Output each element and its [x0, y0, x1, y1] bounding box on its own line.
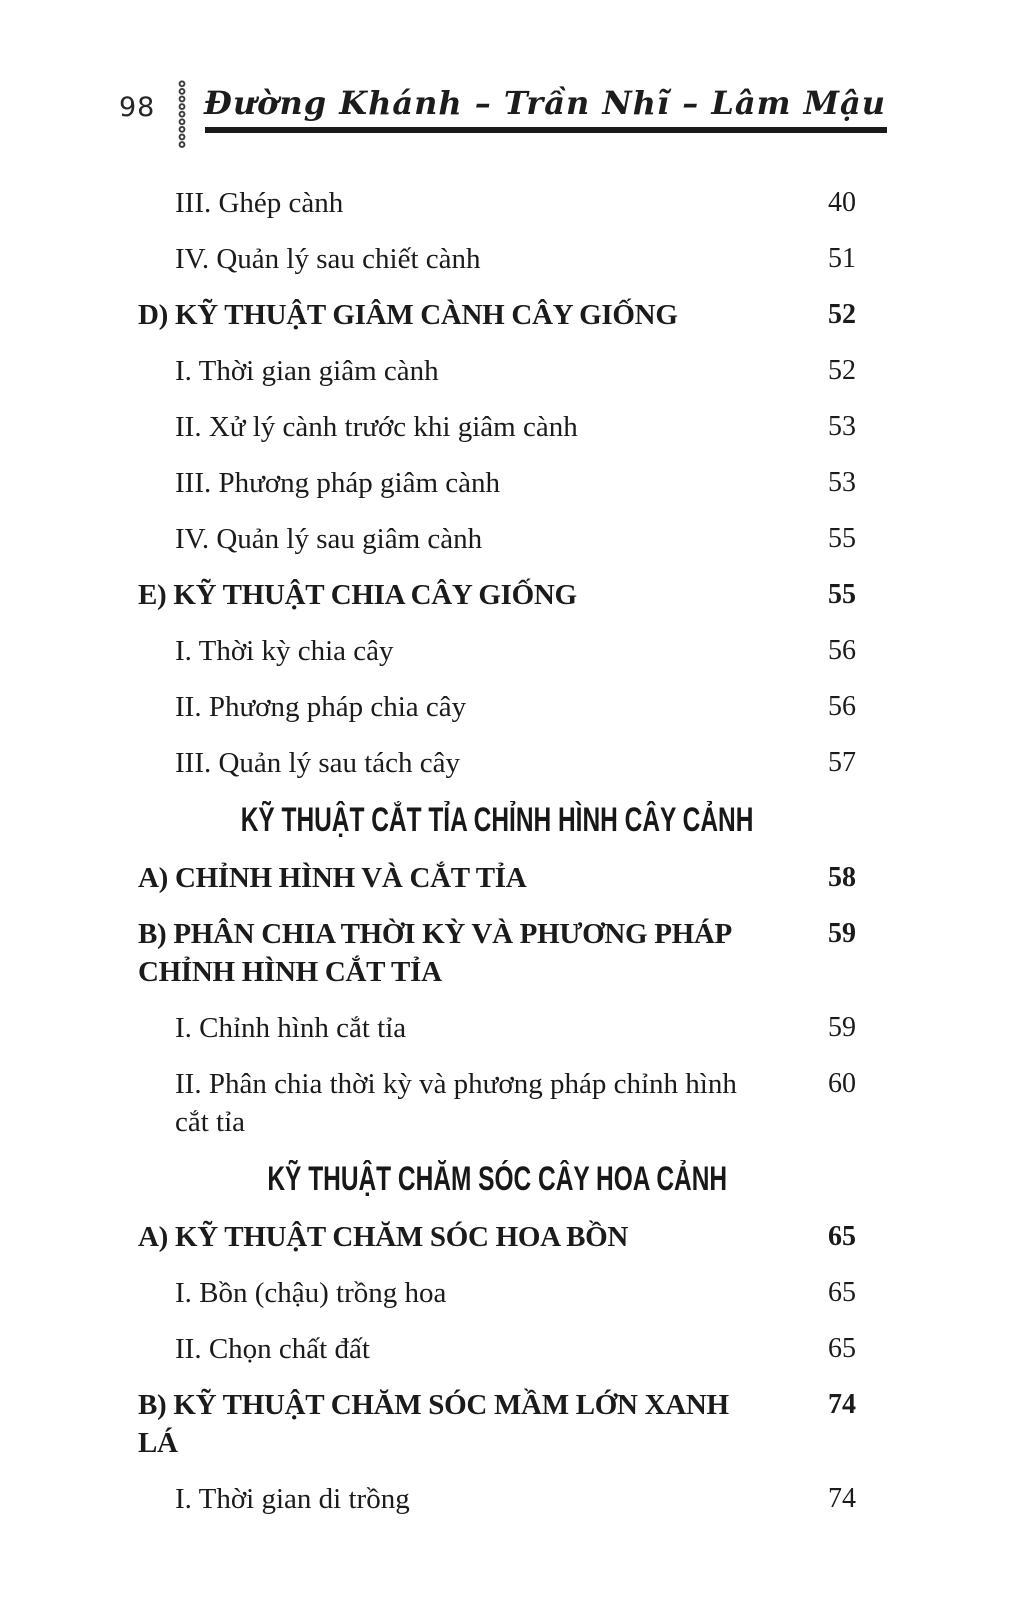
- toc-entry-page-number: 55: [828, 523, 856, 554]
- toc-entry-page-number: 59: [828, 1012, 856, 1043]
- toc-entry-main: [138, 859, 856, 897]
- toc-entry-label: B) KỸ THUẬT CHĂM SÓC MẦM LỚN XANH LÁ: [138, 1389, 729, 1459]
- toc-entry-sub: [138, 632, 856, 670]
- toc-entry-label: II. Xử lý cành trước khi giâm cành: [175, 411, 578, 443]
- toc-entry-page-number: 74: [828, 1483, 856, 1514]
- toc-entry-page-number: 59: [828, 918, 856, 949]
- toc-entry-sub: [138, 1065, 856, 1141]
- toc-entry-label: D) KỸ THUẬT GIÂM CÀNH CÂY GIỐNG: [138, 299, 678, 331]
- toc-entry-page-number: 56: [828, 691, 856, 722]
- toc-entry-label: A) KỸ THUẬT CHĂM SÓC HOA BỒN: [138, 1221, 629, 1253]
- toc-entry-page-number: 57: [828, 747, 856, 778]
- toc-entry-sub: [138, 408, 856, 446]
- toc-entry-label: KỸ THUẬT CẮT TỈA CHỈNH HÌNH CÂY CẢNH: [240, 801, 754, 839]
- toc-entry-page-number: 55: [828, 579, 856, 610]
- toc-entry-label: I. Thời gian giâm cành: [175, 355, 439, 387]
- toc-entry-label: I. Thời gian di trồng: [175, 1483, 410, 1515]
- toc-entry-sub: [138, 352, 856, 390]
- toc-entry-label: KỸ THUẬT CHĂM SÓC CÂY HOA CẢNH: [267, 1160, 727, 1198]
- toc-entry-page-number: 65: [828, 1277, 856, 1308]
- toc-entry-label: II. Phân chia thời kỳ và phương pháp chỉnh hình cắt tỉa: [175, 1068, 737, 1138]
- chain-ornament-icon: [177, 80, 187, 148]
- toc-entry-label: IV. Quản lý sau giâm cành: [175, 523, 483, 555]
- toc-entry-main: [138, 296, 856, 334]
- toc-entry-label: B) PHÂN CHIA THỜI KỲ VÀ PHƯƠNG PHÁP CHỈNH HÌNH CẮT TỈA: [138, 918, 731, 988]
- toc-entry-sub: [138, 240, 856, 278]
- toc-entry-sub: [138, 184, 856, 222]
- toc-entry-page-number: 56: [828, 635, 856, 666]
- toc-entry-label: III. Phương pháp giâm cành: [175, 467, 501, 499]
- toc-entry-sub: [138, 1480, 856, 1518]
- toc-entry-label: II. Chọn chất đất: [175, 1333, 370, 1365]
- toc-entry-page-number: 74: [828, 1389, 856, 1420]
- toc-entry-section: [138, 800, 856, 841]
- toc-entry-page-number: 65: [828, 1333, 856, 1364]
- toc-entry-page-number: 53: [828, 411, 856, 442]
- page-number: 98: [119, 92, 156, 123]
- toc-entry-main: [138, 576, 856, 614]
- toc-entry-label: III. Ghép cành: [175, 187, 344, 219]
- toc-entry-page-number: 52: [828, 355, 856, 386]
- running-head-authors: Đường Khánh – Trần Nhĩ – Lâm Mậu: [203, 84, 886, 122]
- toc-entry-page-number: 65: [828, 1221, 856, 1252]
- toc-entry-main: [138, 1386, 856, 1462]
- toc-entry-sub: [138, 1009, 856, 1047]
- toc-entry-page-number: 58: [828, 862, 856, 893]
- toc-entry-sub: [138, 1274, 856, 1312]
- toc-entry-sub: [138, 520, 856, 558]
- toc-entry-label: E) KỸ THUẬT CHIA CÂY GIỐNG: [138, 579, 577, 611]
- header-rule: [205, 127, 887, 133]
- toc-entry-sub: [138, 744, 856, 782]
- toc-entry-label: I. Bồn (chậu) trồng hoa: [175, 1277, 447, 1309]
- toc-entry-label: II. Phương pháp chia cây: [175, 691, 467, 723]
- toc-entry-sub: [138, 1330, 856, 1368]
- toc-entry-main: [138, 915, 856, 991]
- toc-entry-page-number: 40: [828, 187, 856, 218]
- toc-entry-label: I. Thời kỳ chia cây: [175, 635, 394, 667]
- toc-entry-section: [138, 1159, 856, 1200]
- toc-entry-main: [138, 1218, 856, 1256]
- toc-entry-page-number: 60: [828, 1068, 856, 1099]
- toc-entry-sub: [138, 464, 856, 502]
- toc-entry-sub: [138, 688, 856, 726]
- toc-entry-page-number: 53: [828, 467, 856, 498]
- toc-entry-page-number: 51: [828, 243, 856, 274]
- toc-entry-label: I. Chỉnh hình cắt tỉa: [175, 1012, 407, 1044]
- toc-entry-page-number: 52: [828, 299, 856, 330]
- toc-entry-label: III. Quản lý sau tách cây: [175, 747, 461, 779]
- table-of-contents: [138, 184, 856, 1536]
- toc-entry-label: A) CHỈNH HÌNH VÀ CẮT TỈA: [138, 862, 527, 894]
- toc-entry-label: IV. Quản lý sau chiết cành: [175, 243, 481, 275]
